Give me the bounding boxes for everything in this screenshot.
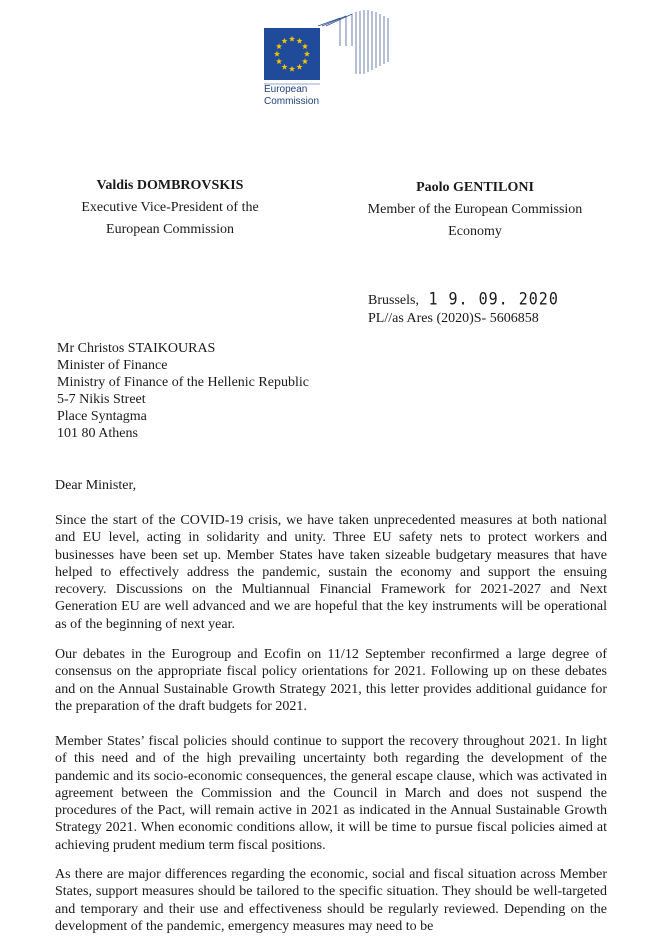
signatory-left	[60, 178, 280, 238]
body-paragraph-4: As there are major differences regarding the economic, social and fiscal situation across Member States, support measures should be tailored to the specific situation. They should be well-targeted and temporary and their use and effectiveness should be regularly reviewed. Depending on the development of the pandemic, emergency measures may need to be	[55, 867, 607, 934]
signatory-left-title: Executive Vice-President of the	[81, 200, 259, 215]
body-paragraph-3: Member States’ fiscal policies should continue to support the recovery throughout 2021. In light of this need and of the high prevailing uncertainty both regarding the development of the pandemic and its socio-economic consequences, the general escape clause, which was activated in agreement between the Commission and the Council in March and does not suspend the procedures of the Pact, will remain active in 2021 as indicated in the Annual Sustainable Growth Strategy 2021. When economic conditions allow, it will be time to pursue fiscal policies aimed at achieving prudent medium term fiscal positions.	[55, 734, 607, 853]
signatory-right-title: Member of the European Commission	[367, 202, 583, 217]
recipient-square: Place Syntagma	[57, 409, 147, 424]
signatory-right	[345, 180, 605, 240]
date-stamp: 1 9. 09. 2020	[428, 288, 559, 310]
signatory-left-name: Valdis DOMBROVSKIS	[96, 178, 244, 193]
salutation: Dear Minister,	[55, 478, 137, 493]
signatory-right-name: Paolo GENTILONI	[416, 180, 534, 195]
recipient-title: Minister of Finance	[57, 358, 168, 373]
berlaymont-stripes	[318, 10, 388, 74]
logo-text-commission: Commission	[264, 96, 320, 107]
logo-text-european: European	[264, 84, 308, 95]
date-line	[368, 290, 559, 309]
signatory-right-portfolio: Economy	[448, 224, 502, 239]
recipient-name: Mr Christos STAIKOURAS	[57, 341, 216, 356]
body-paragraph-2: Our debates in the Eurogroup and Ecofin on 11/12 September reconfirmed a large degree of consensus on the appropriate fiscal policy orientations for 2021. Following up on these debates and on the Annual Sustainable Growth Strategy 2021, this letter provides additional guidance for the preparation of the draft budgets for 2021.	[55, 647, 607, 714]
body-paragraph-1: Since the start of the COVID-19 crisis, we have taken unprecedented measures at both national and EU level, acting in solidarity and unity. Three EU safety nets to protect workers and businesses have been set up. Member States have taken sizeable budgetary measures that have helped to effectively address the pandemic, sustain the economy and support the ensuing recovery. Discussions on the Multiannual Financial Framework for 2021-2027 and Next Generation EU are well advanced and we are hopeful that the key instruments will be operational as of the beginning of next year.	[55, 513, 607, 632]
recipient-street: 5-7 Nikis Street	[57, 392, 146, 407]
place: Brussels,	[368, 293, 419, 308]
recipient-ministry: Ministry of Finance of the Hellenic Republic	[57, 375, 309, 390]
signatory-left-org: European Commission	[106, 222, 234, 237]
recipient-city: 101 80 Athens	[57, 426, 138, 441]
recipient-address	[57, 340, 309, 442]
reference: PL//as Ares (2020)S- 5606858	[368, 311, 539, 326]
